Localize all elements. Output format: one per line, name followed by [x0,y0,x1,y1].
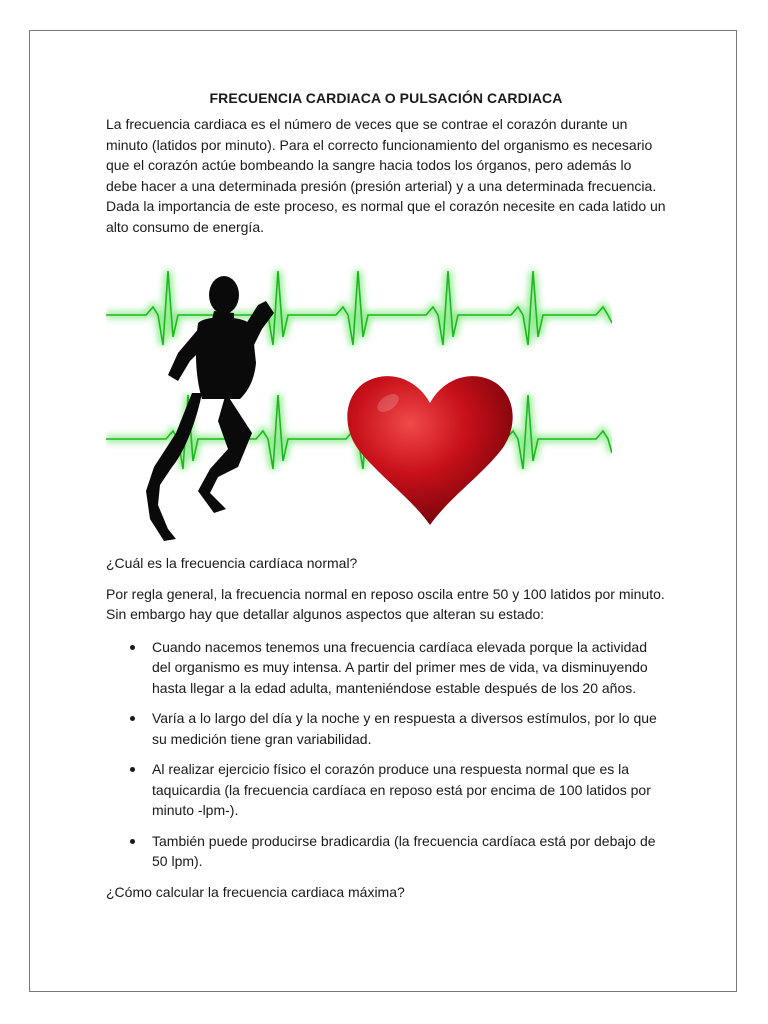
list-item-text: También puede producirse bradicardia (la frecuencia cardíaca está por debajo de 50 lpm). [152,832,656,869]
factors-list [106,637,666,872]
bullet-icon [130,839,135,844]
normal-rate-paragraph: Por regla general, la frecuencia normal en reposo oscila entre 50 y 100 latidos por minuto. Sin embargo hay que detallar algunos aspectos que alteran su estado: [106,585,665,622]
document-title: FRECUENCIA CARDIACA O PULSACIÓN CARDIACA [209,90,563,106]
heart-rate-illustration [106,253,612,541]
list-item-text: Cuando nacemos tenemos una frecuencia cardíaca elevada porque la actividad del organismo es muy intensa. A partir del primer mes de vida, va disminuyendo hasta llegar a la edad adulta, manteniéndose estable después de los 20 años. [152,638,648,696]
intro-paragraph: La frecuencia cardiaca es el número de veces que se contrae el corazón durante un minuto (latidos por minuto). Para el correcto funcionamiento del organismo es necesario que el corazón actúe bombeando la sangre hacia todos los órganos, pero además lo debe hacer a una determinada presión (presión arterial) y a una determinada frecuencia. Dada la importancia de este proceso, es normal que el corazón necesite en cada latido un alto consumo de energía. [106,116,666,235]
question-normal-rate: ¿Cuál es la frecuencia cardíaca normal? [106,555,358,571]
heart-icon [347,376,512,525]
list-item [106,759,666,821]
document-content [106,90,666,902]
list-item-text: Varía a lo largo del día y la noche y en respuesta a diversos estímulos, por lo que su medición tiene gran variabilidad. [152,710,657,747]
bullet-icon [130,767,135,772]
list-item [106,708,666,749]
list-item-text: Al realizar ejercicio físico el corazón produce una respuesta normal que es la taquicardia (la frecuencia cardíaca en reposo está por encima de 100 latidos por minuto -lpm-). [152,761,651,818]
bullet-icon [130,645,135,650]
list-item [106,637,666,699]
question-max-rate: ¿Cómo calcular la frecuencia cardiaca máxima? [106,883,405,900]
list-item [106,831,666,872]
bullet-icon [130,716,135,721]
ecg-line-top [106,271,612,345]
